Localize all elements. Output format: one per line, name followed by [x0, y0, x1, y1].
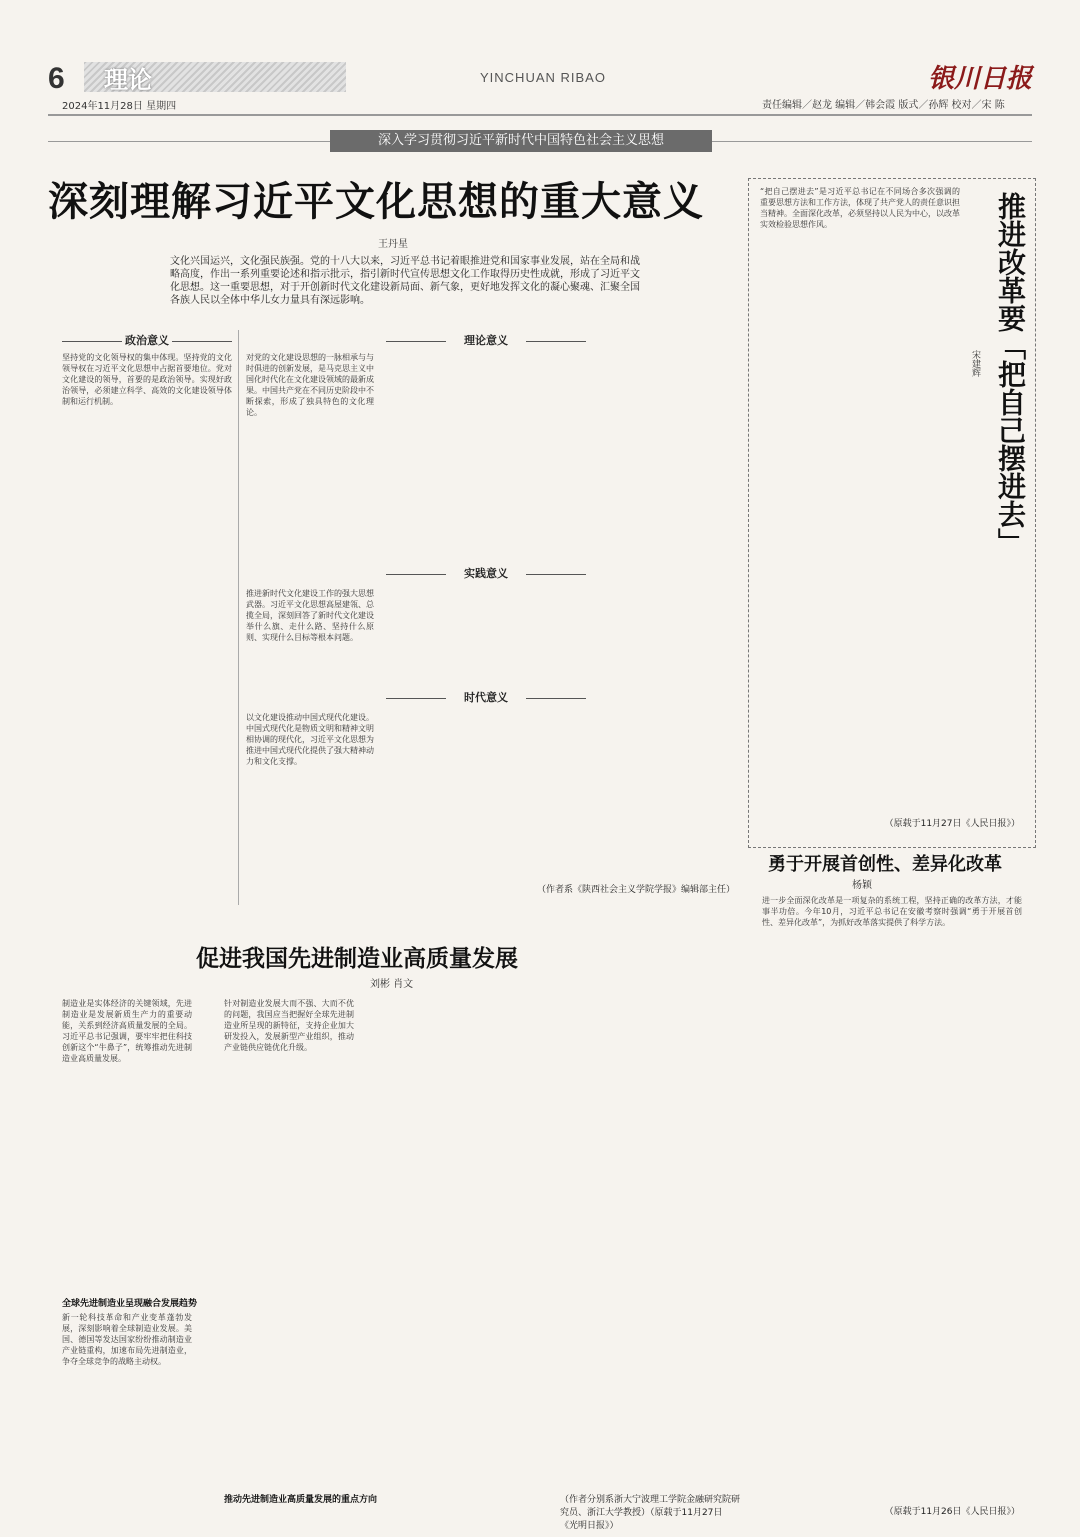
- bottom-article-column: [62, 1312, 192, 1522]
- bottom-article-credit: （作者分别系浙大宁波理工学院金融研究院研究员、浙江大学教授）（原载于11月27日《光明日报》）: [560, 1495, 741, 1531]
- main-article-column: [246, 352, 374, 557]
- issue-date: 2024年11月28日 星期四: [62, 101, 177, 112]
- bottom-article-author: 刘彬 肖文: [370, 979, 414, 990]
- paper-logo: 银川日报: [928, 64, 1033, 94]
- right-article-credit: （原载于11月27日《人民日报》）: [884, 819, 1020, 829]
- right-article2-author: 杨颖: [852, 880, 872, 891]
- right-article-author: 宋建辉: [970, 350, 980, 377]
- paragraph: 对党的文化建设思想的一脉相承与与时俱进的创新发展，是马克思主义中国化时代化在文化建设领域的最新成果。中国共产党在不同历史阶段中不断探索，形成了独具特色的文化理论。: [246, 353, 374, 417]
- topic-banner: 深入学习贯彻习近平新时代中国特色社会主义思想: [330, 130, 712, 152]
- editor-credits: 责任编辑／赵龙 编辑／韩会霞 版式／孙辉 校对／宋 陈: [762, 100, 1005, 111]
- paragraph: 坚持党的文化领导权的集中体现。坚持党的文化领导权在习近平文化思想中占据首要地位。党对文化建设的领导，首要的是政治领导。实现好政治领导，必须建立科学、高效的文化建设领导体制和运行机制。: [62, 353, 232, 406]
- section-name: 理论: [104, 65, 152, 94]
- main-article-credit: （作者系《陕西社会主义学院学报》编辑部主任）: [536, 885, 735, 895]
- main-article-column: [62, 352, 232, 904]
- main-article-author: 王丹星: [378, 239, 408, 250]
- right-article2-title: 勇于开展首创性、差异化改革: [768, 854, 1002, 875]
- right-article2-credit: （原载于11月26日《人民日报》）: [884, 1507, 1020, 1517]
- section-era: 时代意义: [386, 690, 586, 706]
- paragraph: 推进新时代文化建设工作的强大思想武器。习近平文化思想高屋建瓴、总揽全局，深刻回答了新时代文化建设举什么旗、走什么路、坚持什么原则、实现什么目标等根本问题。: [246, 589, 374, 642]
- right-article-body: [760, 186, 960, 776]
- main-article-title: 深刻理解习近平文化思想的重大意义: [48, 179, 704, 225]
- main-article-lead: 文化兴国运兴，文化强民族强。党的十八大以来，习近平总书记着眼推进党和国家事业发展，站在全局和战略高度，作出一系列重要论述和指示批示，指引新时代宣传思想文化工作取得历史性成就，形成了习近平文化思想。这一重要思想，对于开创新时代文化建设新局面、新气象，更好地发挥文化的凝心聚魂、汇聚全国各族人民以全体中华儿女力量具有深远影响。: [170, 256, 640, 306]
- paragraph: 进一步全面深化改革是一项复杂的系统工程，坚持正确的改革方法，才能事半功倍。今年10月，习近平总书记在安徽考察时强调“勇于开展首创性、差异化改革”，为抓好改革落实提供了科学方法。: [762, 896, 1022, 927]
- section-theory: 理论意义: [386, 333, 586, 349]
- paragraph: “把自己摆进去”是习近平总书记在不同场合多次强调的重要思想方法和工作方法，体现了共产党人的责任意识担当精神。全面深化改革，必须坚持以人民为中心，以改革实效检验思想作风。: [760, 187, 960, 229]
- section-practice: 实践意义: [386, 566, 586, 582]
- paragraph: 针对制造业发展大而不强、大而不优的问题，我国应当把握好全球先进制造业所呈现的新特征，支持企业加大研发投入，发展新型产业组织，推动产业链供应链优化升级。: [224, 999, 354, 1052]
- right-article2-body: [762, 895, 1022, 1495]
- bottom-article-title: 促进我国先进制造业高质量发展: [196, 946, 518, 972]
- bottom-subhead-1: 全球先进制造业呈现融合发展趋势: [62, 1299, 198, 1309]
- bottom-article-column: [62, 998, 192, 1288]
- paper-pinyin: YINCHUAN RIBAO: [480, 70, 606, 85]
- main-article-column: [246, 712, 374, 902]
- header-rule: [48, 114, 1032, 116]
- section-political: 政治意义: [62, 333, 232, 349]
- paragraph: 制造业是实体经济的关键领域，先进制造业是发展新质生产力的重要动能，关系到经济高质量发展的全局。习近平总书记强调，要牢牢把住科技创新这个“牛鼻子”，统筹推动先进制造业高质量发展。: [62, 999, 192, 1063]
- paragraph: 新一轮科技革命和产业变革蓬勃发展，深刻影响着全球制造业发展。美国、德国等发达国家纷纷推动制造业产业链重构，加速布局先进制造业，争夺全球竞争的战略主动权。: [62, 1313, 192, 1366]
- right-article-title: 推进改革要「把自己摆进去」: [994, 192, 1027, 556]
- page-number: 6: [48, 62, 65, 95]
- bottom-subhead-2: 推动先进制造业高质量发展的重点方向: [224, 1495, 378, 1505]
- bottom-article-column: [224, 998, 354, 1484]
- main-article-column: [246, 588, 374, 686]
- paragraph: 以文化建设推动中国式现代化建设。中国式现代化是物质文明和精神文明相协调的现代化，习近平文化思想为推进中国式现代化提供了强大精神动力和文化支撑。: [246, 713, 374, 766]
- column-divider: [238, 330, 239, 905]
